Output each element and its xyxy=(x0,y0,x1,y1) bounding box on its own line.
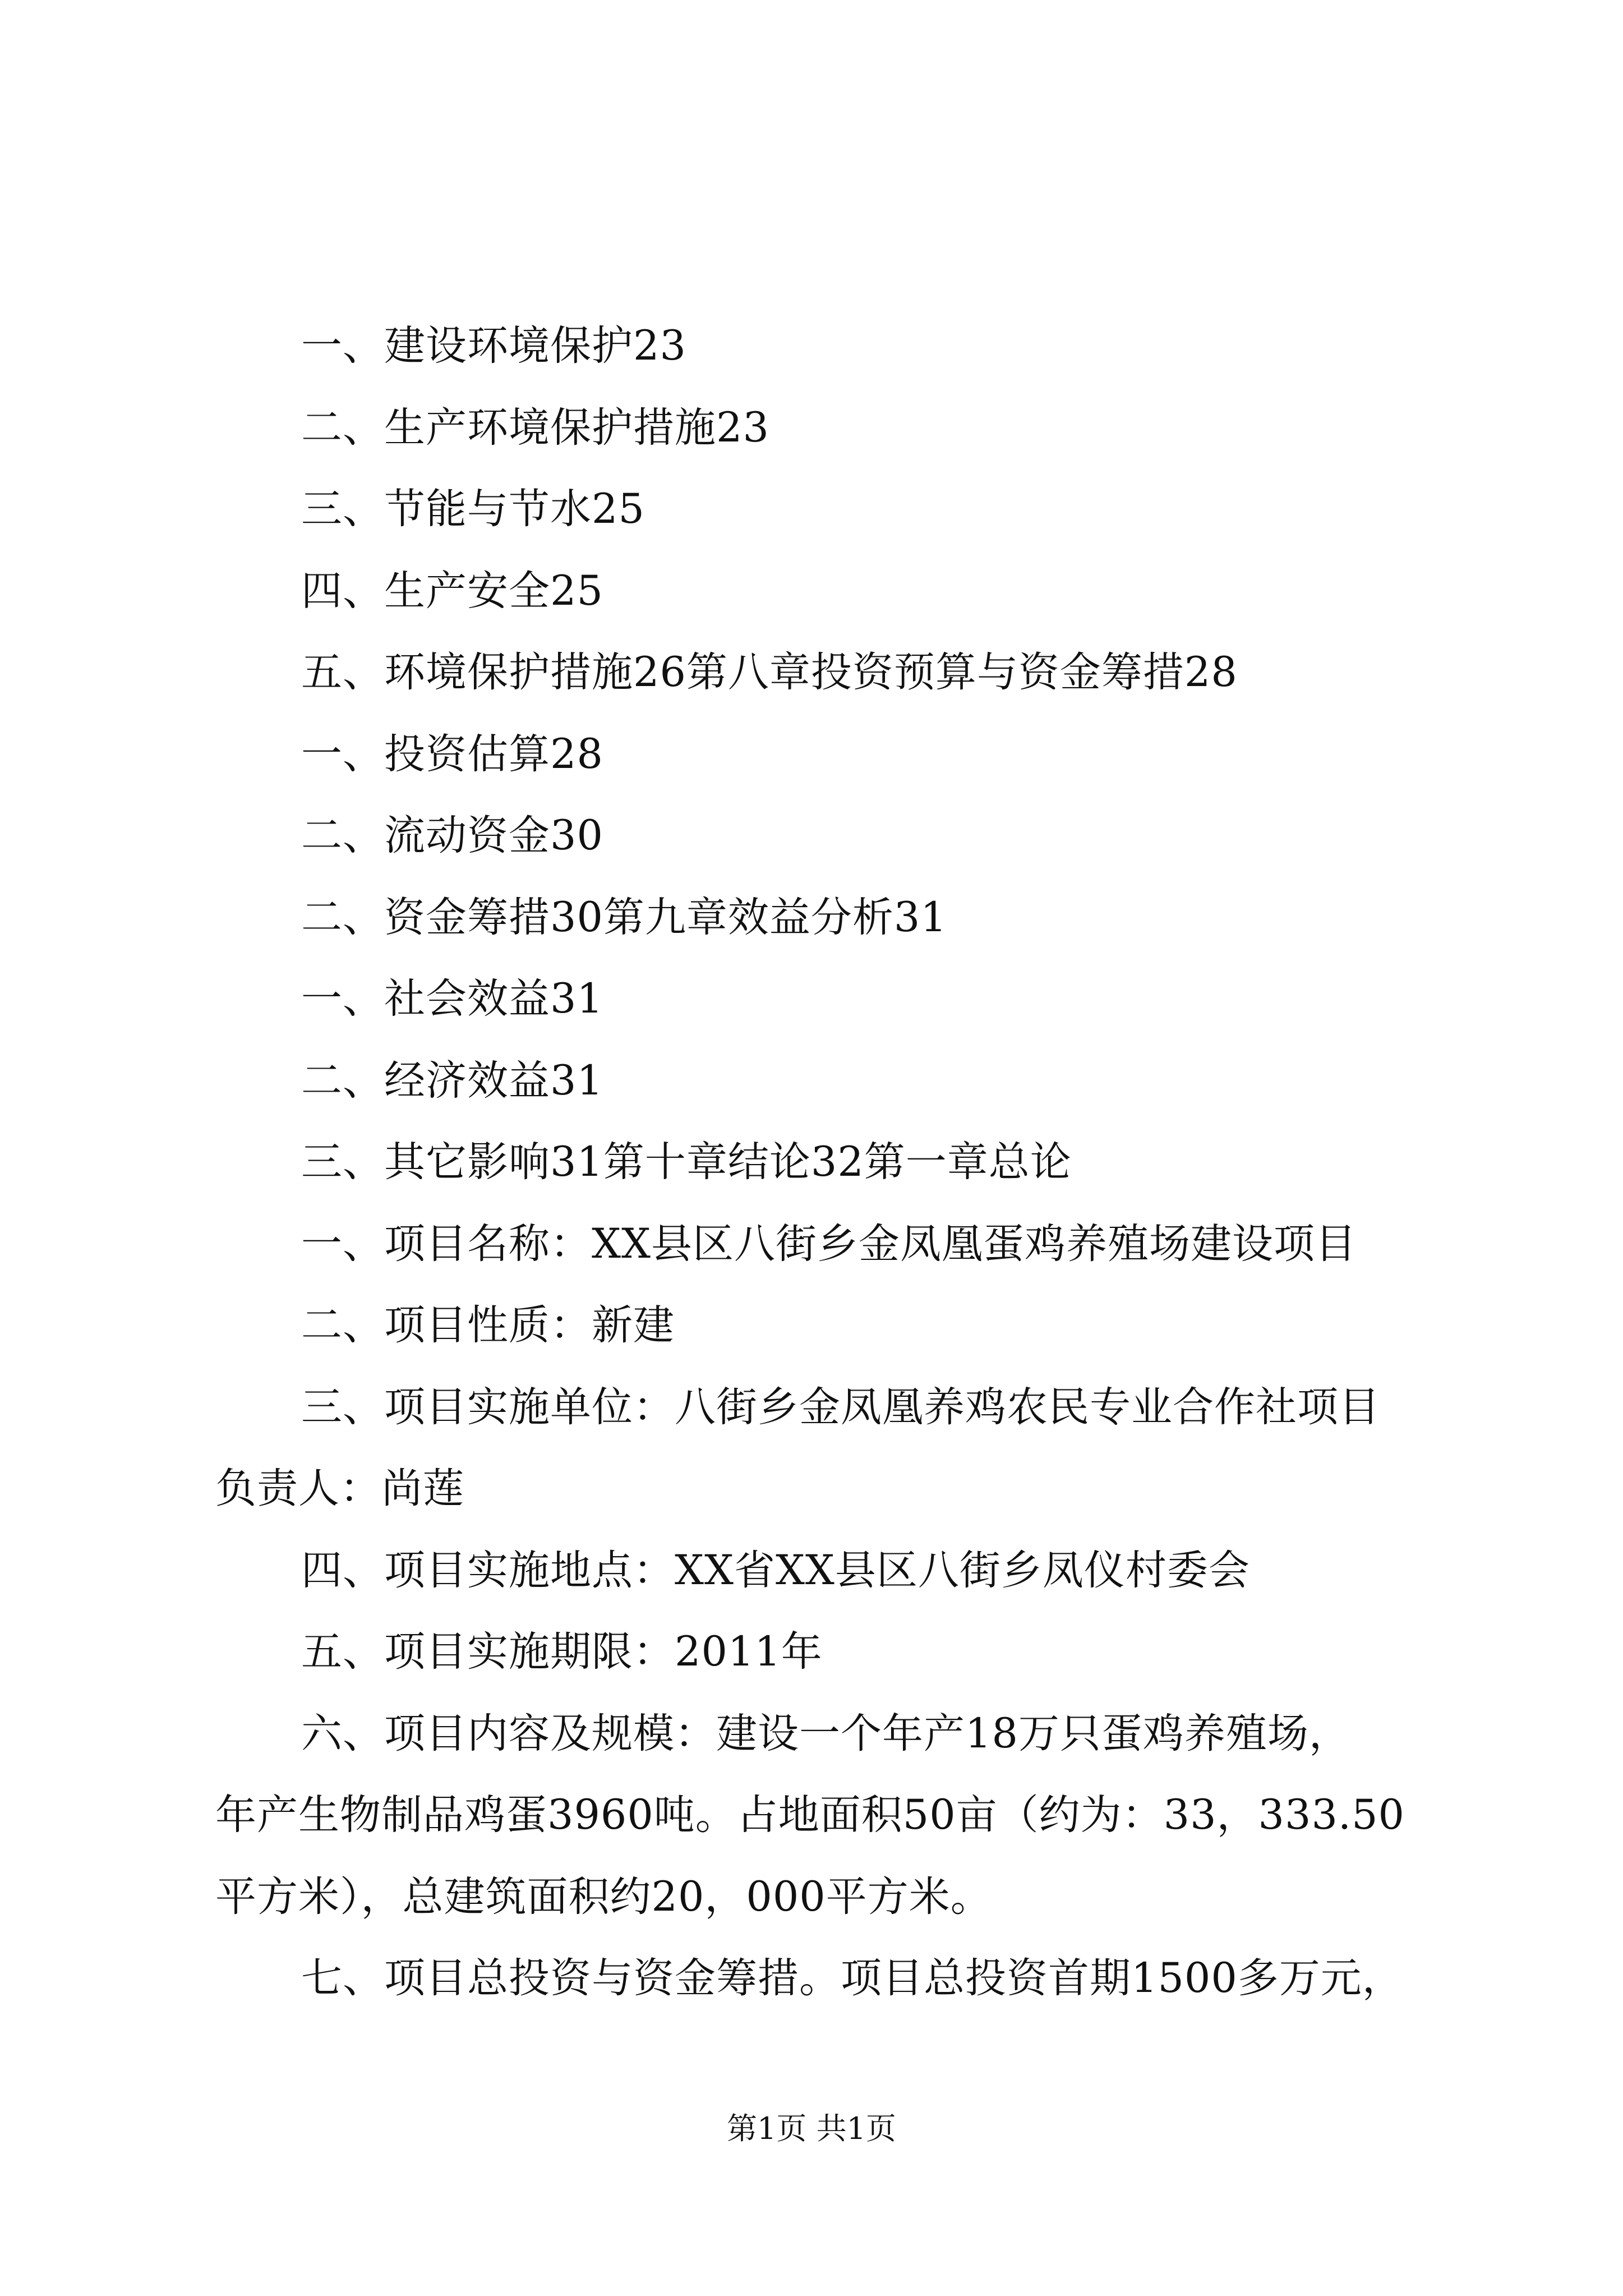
toc-line: 三、节能与节水25 xyxy=(301,485,645,533)
toc-line: 二、生产环境保护措施23 xyxy=(301,403,769,452)
toc-line: 一、投资估算28 xyxy=(301,730,603,778)
body-line: 五、项目实施期限：2011年 xyxy=(301,1628,823,1676)
toc-line: 二、资金筹措30第九章效益分析31 xyxy=(301,893,947,941)
toc-line: 二、经济效益31 xyxy=(301,1056,603,1105)
document-body xyxy=(215,305,1427,2019)
body-line: 六、项目内容及规模：建设一个年产18万只蛋鸡养殖场， xyxy=(301,1709,1350,1757)
body-line: 三、项目实施单位：八街乡金凤凰养鸡农民专业合作社项目 xyxy=(301,1383,1380,1431)
page-number-footer: 第1页 共1页 xyxy=(727,2111,896,2146)
toc-line: 五、环境保护措施26第八章投资预算与资金筹措28 xyxy=(301,648,1238,696)
body-line: 负责人：尚莲 xyxy=(215,1465,464,1512)
toc-line: 一、建设环境保护23 xyxy=(301,322,686,370)
body-line: 年产生物制品鸡蛋3960吨。占地面积50亩（约为：33，333.50 xyxy=(215,1791,1405,1839)
body-line: 四、项目实施地点：XX省XX县区八街乡凤仪村委会 xyxy=(301,1546,1250,1594)
toc-line: 三、其它影响31第十章结论32第一章总论 xyxy=(301,1138,1072,1186)
toc-line: 四、生产安全25 xyxy=(301,567,603,615)
body-line: 平方米），总建筑面积约20，000平方米。 xyxy=(215,1872,992,1921)
body-line: 七、项目总投资与资金筹措。项目总投资首期1500多万元， xyxy=(301,1954,1404,2002)
body-line: 一、项目名称：XX县区八街乡金凤凰蛋鸡养殖场建设项目 xyxy=(301,1220,1357,1268)
toc-line: 一、社会效益31 xyxy=(301,975,603,1023)
toc-line: 二、流动资金30 xyxy=(301,812,603,859)
body-line: 二、项目性质：新建 xyxy=(301,1301,675,1349)
